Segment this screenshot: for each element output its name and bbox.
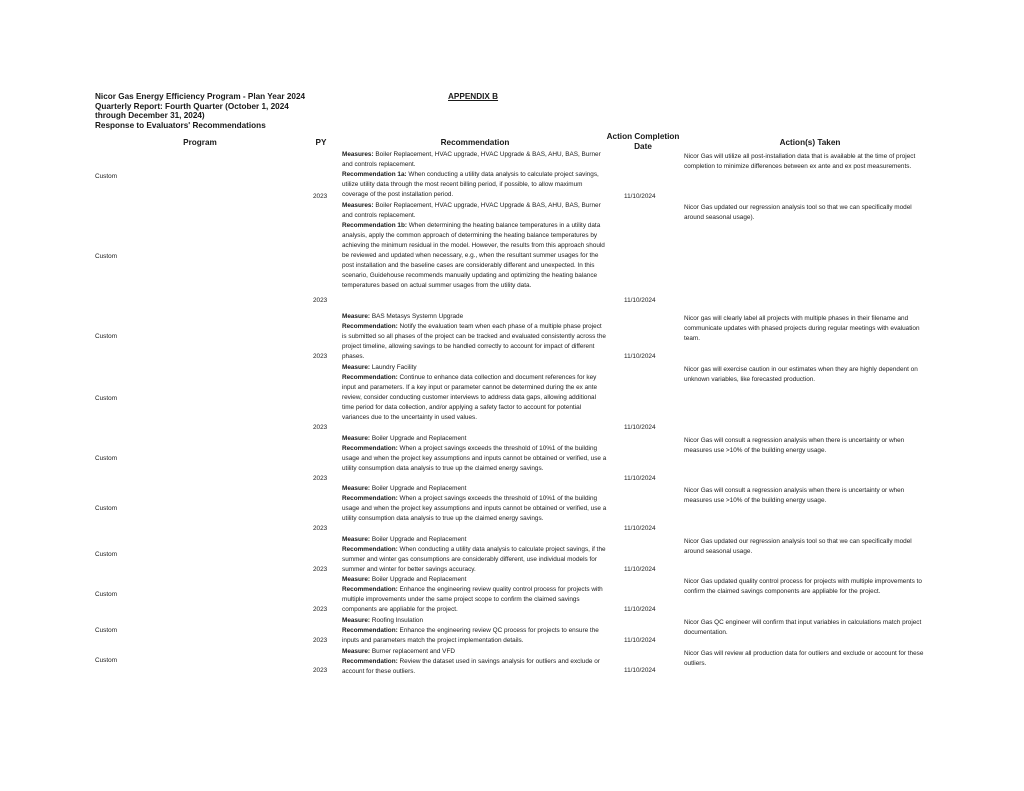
action-taken-cell: Nicor Gas updated quality control process for projects with multiple improvements to confirm the claimed savings components are appliable for the project.: [684, 578, 922, 595]
recommendation-text: When conducting a utility data analysis to calculate project savings, utilize utility data through the most recent billing period, if possible, to allow maximum coverage of the post installation period.: [342, 171, 599, 198]
recommendation-label: Recommendation:: [342, 658, 398, 665]
measure-text: Boiler Upgrade and Replacement: [371, 536, 467, 543]
action-taken-cell: Nicor Gas will consult a regression analysis when there is uncertainty or when measures use >10% of the building energy usage.: [684, 437, 905, 454]
recommendation-text: Continue to enhance data collection and document references for key input and parameters. If a key input or parameter cannot be determined during the ex ante review, consider conducting customer interviews to address data gaps, allowing additional time period for data collection, and/or applying a safety factor to account for potential variances due to the uncertainty in used values.: [342, 374, 598, 421]
measure-label: Measure:: [342, 364, 371, 371]
action-taken-cell: Nicor gas will clearly label all projects with multiple phases in their filename and communicate updates with phased projects during regular meetings with evaluation team.: [684, 315, 920, 342]
measure-label: Measure:: [342, 485, 371, 492]
action-taken-cell: Nicor Gas QC engineer will confirm that input variables in calculations match project documentation.: [684, 619, 922, 636]
program-cell: Custom: [95, 333, 118, 340]
action-taken-cell: Nicor Gas updated our regression analysis tool so that we can specifically model around seasonal usage.: [684, 538, 912, 555]
completion-date-cell: 11/10/2024: [624, 353, 656, 360]
py-cell: 2023: [313, 667, 328, 674]
py-cell: 2023: [313, 297, 328, 304]
recommendation-label: Recommendation:: [342, 374, 398, 381]
program-cell: Custom: [95, 505, 118, 512]
measure-label: Measure:: [342, 536, 371, 543]
completion-date-cell: 11/10/2024: [624, 637, 656, 644]
recommendation-label: Recommendation:: [342, 546, 398, 553]
recommendation-text: Enhance the engineering review quality control process for projects with multiple improvements under the same project scope to confirm the claimed savings components are appliable for the project.: [342, 586, 603, 613]
program-cell: Custom: [95, 627, 118, 634]
action-taken-cell: Nicor Gas will utilize all post-installation data that is available at the time of project completion to minimize differences between ex ante and ex post measurements.: [684, 153, 916, 170]
action-taken-cell: Nicor Gas will consult a regression analysis when there is uncertainty or when measures use >10% of the building energy usage.: [684, 487, 905, 504]
py-cell: 2023: [313, 193, 328, 200]
program-cell: Custom: [95, 395, 118, 402]
column-header-date: Action Completion Date: [606, 132, 680, 151]
py-cell: 2023: [313, 424, 328, 431]
recommendation-cell: [342, 150, 607, 200]
header-line: Response to Evaluators' Recommendations: [95, 120, 266, 130]
recommendation-cell: [342, 616, 607, 646]
column-header-program: Program: [183, 138, 217, 147]
recommendation-cell: [342, 484, 607, 524]
program-cell: Custom: [95, 591, 118, 598]
recommendation-label: Recommendation:: [342, 495, 398, 502]
measure-label: Measure:: [342, 617, 371, 624]
recommendation-label: Recommendation 1a:: [342, 171, 407, 178]
header-line: through December 31, 2024): [95, 111, 205, 121]
recommendation-text: When determining the heating balance temperatures in a utility data analysis, apply the common approach of determining the heating balance temperatures by achieving the minimum residual in the model. However, the results from this approach should be reviewed and updated when necessary, e.g., when the resultant summer usages for the post installation and the baseline cases are considerably different and unexpected. In this scenario, Guidehouse recommends manually updating and optimizing the heating balance temperatures based on actual summer usages from the utility data.: [342, 222, 605, 289]
action-taken-cell: Nicor gas will exercise caution in our estimates when they are highly dependent on unknown variables, like forecasted production.: [684, 366, 918, 383]
measure-text: Boiler Replacement, HVAC upgrade, HVAC Upgrade & BAS, AHU, BAS, Burner and controls replacement.: [342, 151, 601, 168]
recommendation-label: Recommendation:: [342, 323, 398, 330]
py-cell: 2023: [313, 566, 328, 573]
recommendation-label: Recommendation 1b:: [342, 222, 407, 229]
measure-label: Measure:: [342, 313, 371, 320]
recommendation-cell: [342, 575, 607, 615]
program-cell: Custom: [95, 253, 118, 260]
completion-date-cell: 11/10/2024: [624, 667, 656, 674]
recommendation-text: Notify the evaluation team when each phase of a multiple phase project is submitted so all phases of the project can be tracked and evaluated consistently across the project timeline, allowing savings to be handled correctly to account for impact of different phases.: [342, 323, 606, 360]
appendix-title: APPENDIX B: [448, 92, 499, 101]
measure-label: Measures:: [342, 151, 374, 158]
recommendation-text: When conducting a utility data analysis to calculate project savings, if the summer and winter gas consumptions are considerably different, use individual models for summer and winter for better savings accuracy.: [342, 546, 606, 573]
program-cell: Custom: [95, 173, 118, 180]
measure-text: Burner replacement and VFD: [371, 648, 455, 655]
header-line: Nicor Gas Energy Efficiency Program - Plan Year 2024: [95, 92, 306, 101]
py-cell: 2023: [313, 525, 328, 532]
recommendation-cell: [342, 647, 607, 677]
recommendation-cell: [342, 201, 607, 291]
py-cell: 2023: [313, 353, 328, 360]
recommendation-label: Recommendation:: [342, 586, 398, 593]
program-cell: Custom: [95, 551, 118, 558]
action-taken-cell: Nicor Gas updated our regression analysis tool so that we can specifically model around seasonal usage).: [684, 204, 912, 221]
completion-date-cell: 11/10/2024: [624, 297, 656, 304]
measure-text: Laundry Facility: [371, 364, 417, 371]
program-cell: Custom: [95, 657, 118, 664]
py-cell: 2023: [313, 475, 328, 482]
measure-text: Boiler Upgrade and Replacement: [371, 435, 467, 442]
column-header-actions: Action(s) Taken: [779, 138, 841, 147]
completion-date-cell: 11/10/2024: [624, 566, 656, 573]
recommendation-cell: [342, 535, 607, 575]
measure-text: Boiler Upgrade and Replacement: [371, 576, 467, 583]
completion-date-cell: 11/10/2024: [624, 475, 656, 482]
measure-text: Roofing Insulation: [371, 617, 424, 624]
recommendation-label: Recommendation:: [342, 627, 398, 634]
recommendation-text: Enhance the engineering review QC process for projects to ensure the inputs and parameters match the project implementation details.: [342, 627, 599, 644]
recommendation-label: Recommendation:: [342, 445, 398, 452]
report-header: [95, 92, 325, 130]
recommendation-cell: [342, 363, 607, 423]
recommendation-cell: [342, 434, 607, 474]
completion-date-cell: 11/10/2024: [624, 193, 656, 200]
recommendation-text: When a project savings exceeds the threshold of 10%1 of the building usage and when the project key assumptions and inputs cannot be obtained or verified, use a utility consumption data analysis to true up the claimed energy savings.: [342, 495, 607, 522]
measure-label: Measure:: [342, 648, 371, 655]
action-taken-cell: Nicor Gas will review all production data for outliers and exclude or account for these outliers.: [684, 650, 924, 667]
measure-text: Boiler Upgrade and Replacement: [371, 485, 467, 492]
measure-text: Boiler Replacement, HVAC upgrade, HVAC Upgrade & BAS, AHU, BAS, Burner and controls replacement.: [342, 202, 601, 219]
measure-text: BAS Metasys Systemn Upgrade: [371, 313, 464, 320]
recommendation-cell: [342, 312, 607, 362]
column-header-py: PY: [315, 138, 327, 147]
py-cell: 2023: [313, 606, 328, 613]
program-cell: Custom: [95, 455, 118, 462]
recommendation-text: Review the dataset used in savings analysis for outliers and exclude or account for these outliers.: [342, 658, 600, 675]
measure-label: Measures:: [342, 202, 374, 209]
measure-label: Measure:: [342, 435, 371, 442]
column-header-recommendation: Recommendation: [440, 138, 510, 147]
header-line: Quarterly Report: Fourth Quarter (October 1, 2024: [95, 101, 289, 111]
recommendation-text: When a project savings exceeds the threshold of 10%1 of the building usage and when the project key assumptions and inputs cannot be obtained or verified, use a utility consumption data analysis to true up the claimed energy savings.: [342, 445, 607, 472]
completion-date-cell: 11/10/2024: [624, 606, 656, 613]
py-cell: 2023: [313, 637, 328, 644]
completion-date-cell: 11/10/2024: [624, 424, 656, 431]
completion-date-cell: 11/10/2024: [624, 525, 656, 532]
measure-label: Measure:: [342, 576, 371, 583]
